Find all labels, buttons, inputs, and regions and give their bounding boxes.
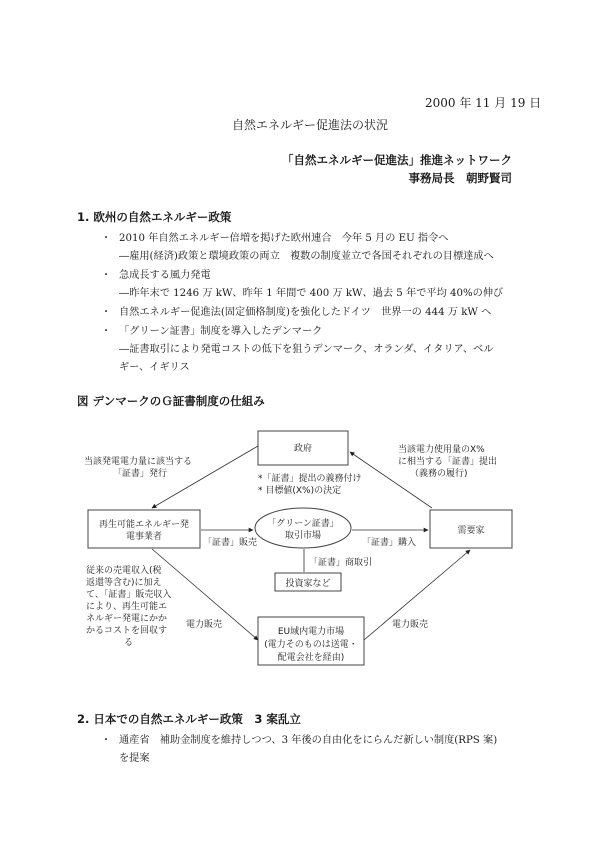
power-sales-right-label: 電力販売: [392, 620, 429, 630]
certificate-trading-label: 「証書」商取引: [309, 558, 373, 568]
income-note-1: 従来の売電収入(税: [86, 566, 162, 576]
left-note-1: 当該発電電力量に該当する: [84, 457, 193, 467]
section-2-heading: 2. 日本での自然エネルギー政策 3 案乱立: [77, 712, 301, 726]
power-sales-left-label: 電力販売: [186, 620, 223, 630]
section-2-item-1-detail: を提案: [119, 753, 150, 764]
eu-market-label-1: EU域内電力市場: [277, 627, 345, 637]
right-note-2: に相当する「証書」提出: [398, 457, 498, 467]
gov-to-producer-arrow: [152, 446, 258, 508]
income-note-7: る: [124, 638, 134, 648]
sell-certificate-label: 「証書」販売: [203, 538, 258, 548]
income-note-3: て、「証書」販売収入: [86, 590, 172, 600]
bullet-marker: ・: [101, 307, 111, 318]
producer-label-2: 電事業者: [125, 532, 163, 542]
bullet-item-1-detail: ―雇用(経済)政策と環境政策の両立 複数の制度並立で各国それぞれの目標達成へ: [119, 251, 494, 262]
gov-note-1: *「証書」提出の義務付け: [258, 474, 362, 484]
left-note-2: 「証書」発行: [113, 469, 168, 479]
producer-label-1: 再生可能エネルギー発: [98, 520, 190, 530]
bullet-item-4-detail: ―証書取引により発電コストの低下を狙うデンマーク、オランダ、イタリア、ベル: [119, 344, 494, 355]
income-note-4: により、再生可能エ: [86, 602, 168, 612]
market-label-2: 取引市場: [284, 531, 322, 541]
income-note-5: ネルギー発電にかか: [86, 614, 168, 624]
eu-market-label-2: (電力そのものは送電・: [264, 640, 358, 650]
bullet-marker: ・: [101, 326, 111, 337]
buy-certificate-label: 「証書」購入: [362, 538, 417, 548]
government-label: 政府: [293, 444, 313, 454]
section-2-item-1: 通産省 補助金制度を維持しつつ、3 年後の自由化をにらんだ新しい制度(RPS 案): [119, 735, 498, 746]
organization-name: 「自然エネルギー促進法」推進ネットワーク: [282, 153, 512, 167]
bullet-item-4: 「グリーン証書」制度を導入したデンマーク: [119, 326, 323, 337]
bullet-item-3: 自然エネルギー促進法(固定価格制度)を強化したドイツ 世界一の 444 万 kW へ: [119, 307, 492, 318]
right-note-1: 当該電力使用量のX%: [398, 445, 485, 455]
market-label-1: 「グリーン証書」: [267, 519, 339, 529]
bullet-item-2-detail: ―昨年末で 1246 万 kW、昨年 1 年間で 400 万 kW、過去 5 年で平均 40%の伸び: [119, 288, 504, 299]
income-note-6: かるコストを回収す: [86, 626, 168, 636]
income-note-2: 返還等含む)に加え: [86, 578, 162, 588]
section-1-heading: 1. 欧州の自然エネルギー政策: [77, 210, 232, 224]
bullet-marker: ・: [101, 233, 111, 244]
document-date: 2000 年 11 月 19 日: [425, 96, 542, 110]
eu-market-label-3: 配電会社を経由): [277, 653, 345, 663]
bullet-item-1: 2010 年自然エネルギー倍増を掲げた欧州連合 今年 5 月の EU 指令へ: [119, 233, 449, 244]
bullet-item-2: 急成長する風力発電: [119, 270, 211, 281]
bullet-item-4-detail-cont: ギー、イギリス: [119, 362, 190, 373]
author-name: 事務局長 朝野賢司: [408, 171, 512, 185]
consumer-label: 需要家: [457, 526, 485, 536]
investor-label: 投資家など: [285, 579, 331, 589]
bullet-marker: ・: [101, 735, 111, 746]
document-title: 自然エネルギー促進法の状況: [232, 118, 389, 132]
figure-caption: 図 デンマークのＧ証書制度の仕組み: [77, 394, 265, 408]
right-note-3: （義務の履行): [410, 469, 468, 479]
gov-note-2: * 目標値(X%)の決定: [258, 486, 342, 496]
bullet-marker: ・: [101, 270, 111, 281]
